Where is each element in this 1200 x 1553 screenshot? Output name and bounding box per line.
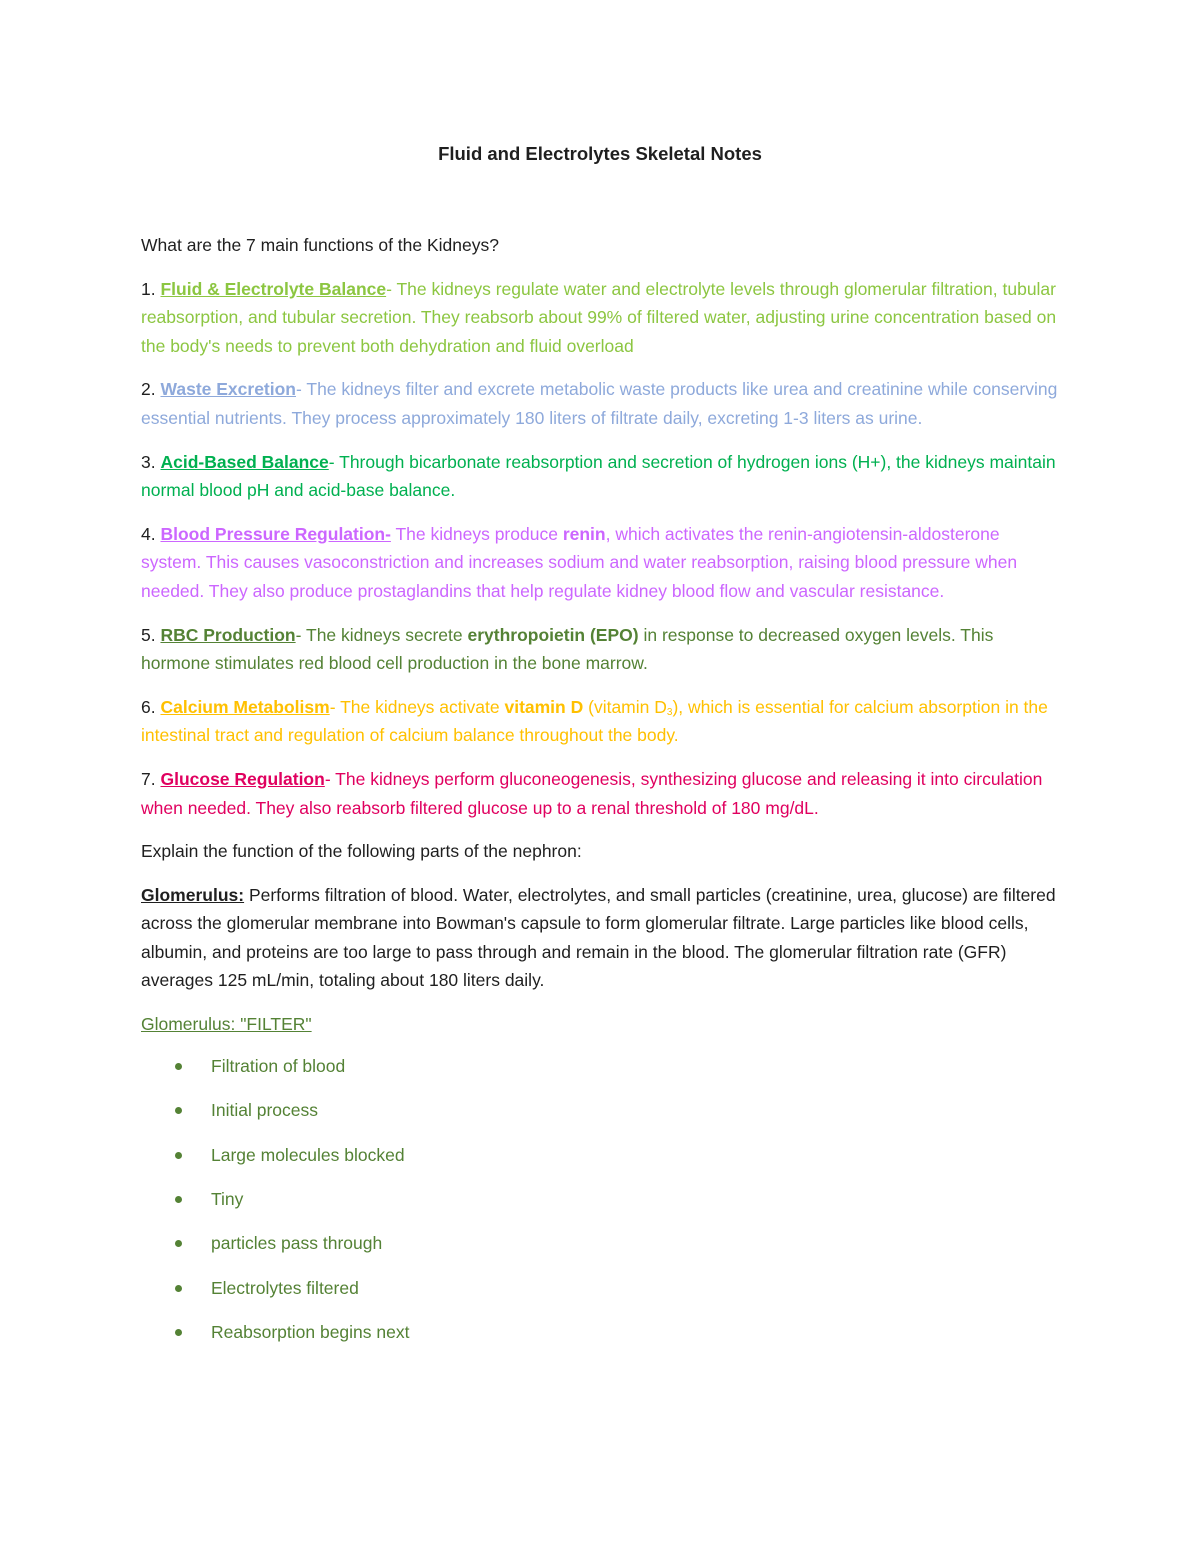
function-dash: - xyxy=(296,379,302,400)
list-item-text: Initial process xyxy=(211,1100,318,1121)
function-text: The kidneys perform gluconeogenesis, synthesizing glucose and releasing it into circulation when needed. They also reabsorb filtered glucose up to a renal threshold of 180 mg/dL. xyxy=(141,768,1043,818)
function-text-after: in response to decreased oxygen levels. This hormone stimulates red blood cell production in the bone marrow. xyxy=(141,624,994,674)
function-number: 3. xyxy=(141,451,156,472)
bullet-icon xyxy=(175,1063,182,1070)
function-subscript: 3 xyxy=(666,706,673,718)
glomerulus-label: Glomerulus: xyxy=(141,884,245,905)
function-heading: Blood Pressure Regulation- xyxy=(160,523,391,544)
function-number: 1. xyxy=(141,278,156,299)
list-item-text: Electrolytes filtered xyxy=(211,1277,359,1298)
glomerulus-text: Performs filtration of blood. Water, electrolytes, and small particles (creatinine, urea, glucose) are filtered across the glomerular membrane into Bowman's capsule to form glomerular filtrate. Large particles like blood cells, albumin, and proteins are too large to pass through and remain in the blood. The glomerular filtration rate (GFR) averages 125 mL/min, totaling about 180 liters daily. xyxy=(141,884,1056,991)
function-dash: - xyxy=(324,768,331,789)
function-2 xyxy=(141,375,1061,432)
function-number: 7. xyxy=(141,768,156,789)
function-text-after: , which activates the renin-angiotensin-aldosterone system. This causes vasoconstriction and increases sodium and water reabsorption, raising blood pressure when needed. They also produce prostaglandins that help regulate kidney blood flow and vascular resistance. xyxy=(141,523,1018,601)
function-bold-term: vitamin D xyxy=(504,696,584,717)
document-title: Fluid and Electrolytes Skeletal Notes xyxy=(438,143,762,164)
bullet-icon xyxy=(175,1329,182,1336)
bullet-icon xyxy=(175,1107,182,1114)
function-number: 4. xyxy=(141,523,156,544)
function-dash: - xyxy=(328,451,335,472)
list-item xyxy=(141,1052,1061,1080)
function-3 xyxy=(141,448,1061,505)
list-item-text: Filtration of blood xyxy=(211,1056,346,1077)
function-number: 5. xyxy=(141,624,156,645)
filter-heading: Glomerulus: "FILTER" xyxy=(141,1014,312,1035)
function-dash: - xyxy=(386,278,392,299)
function-dash: - xyxy=(329,696,336,717)
function-text: The kidneys regulate water and electrolyte levels through glomerular filtration, tubular reabsorption, and tubular secretion. They reabsorb about 99% of filtered water, adjusting urine concentration based on the body's needs to prevent both dehydration and fluid overload xyxy=(141,278,1057,356)
list-item xyxy=(141,1185,1061,1213)
function-text: Through bicarbonate reabsorption and secretion of hydrogen ions (H+), the kidneys maintain normal blood pH and acid-base balance. xyxy=(141,451,1056,501)
bullet-icon xyxy=(175,1196,182,1203)
document-body xyxy=(141,231,1061,1362)
list-item xyxy=(141,1141,1061,1169)
list-item-text: Reabsorption begins next xyxy=(211,1321,410,1342)
glomerulus-paragraph xyxy=(141,881,1061,995)
filter-bullet-list xyxy=(141,1052,1061,1346)
function-4 xyxy=(141,520,1061,606)
function-7 xyxy=(141,765,1061,822)
list-item xyxy=(141,1229,1061,1257)
list-item xyxy=(141,1274,1061,1302)
bullet-icon xyxy=(175,1240,182,1247)
function-5 xyxy=(141,621,1061,678)
list-item xyxy=(141,1096,1061,1124)
function-number: 2. xyxy=(141,379,156,400)
bullet-icon xyxy=(175,1285,182,1292)
function-heading: Calcium Metabolism xyxy=(160,696,330,717)
bullet-icon xyxy=(175,1152,182,1159)
function-text-after: ), which is essential for calcium absorption in the intestinal tract and regulation of calcium balance throughout the body. xyxy=(141,696,1048,746)
question-functions: What are the 7 main functions of the Kidneys? xyxy=(141,235,499,255)
function-text-before: The kidneys produce xyxy=(390,523,563,544)
function-heading: Fluid & Electrolyte Balance xyxy=(160,278,387,299)
function-heading: Glucose Regulation xyxy=(160,768,325,789)
function-bold-term: erythropoietin (EPO) xyxy=(467,624,639,645)
list-item-text: particles pass through xyxy=(211,1233,383,1254)
function-heading: Waste Excretion xyxy=(160,379,296,400)
function-dash: - xyxy=(295,624,302,645)
function-text: The kidneys filter and excrete metabolic waste products like urea and creatinine while conserving essential nutrients. They process approximately 180 liters of filtrate daily, excreting 1-3 liters as urine. xyxy=(141,379,1058,428)
function-text-before: The kidneys secrete xyxy=(301,624,468,645)
list-item xyxy=(141,1318,1061,1346)
function-1 xyxy=(141,275,1061,361)
function-text-before: The kidneys activate xyxy=(335,696,505,717)
function-number: 6. xyxy=(141,696,156,717)
function-text-mid: (vitamin D xyxy=(583,696,667,717)
list-item-text: Large molecules blocked xyxy=(211,1144,405,1165)
question-nephron: Explain the function of the following parts of the nephron: xyxy=(141,841,582,862)
function-heading: Acid-Based Balance xyxy=(160,451,329,472)
function-6 xyxy=(141,693,1061,750)
function-heading: RBC Production xyxy=(160,624,296,645)
function-bold-term: renin xyxy=(562,523,606,544)
list-item-text: Tiny xyxy=(211,1188,244,1209)
